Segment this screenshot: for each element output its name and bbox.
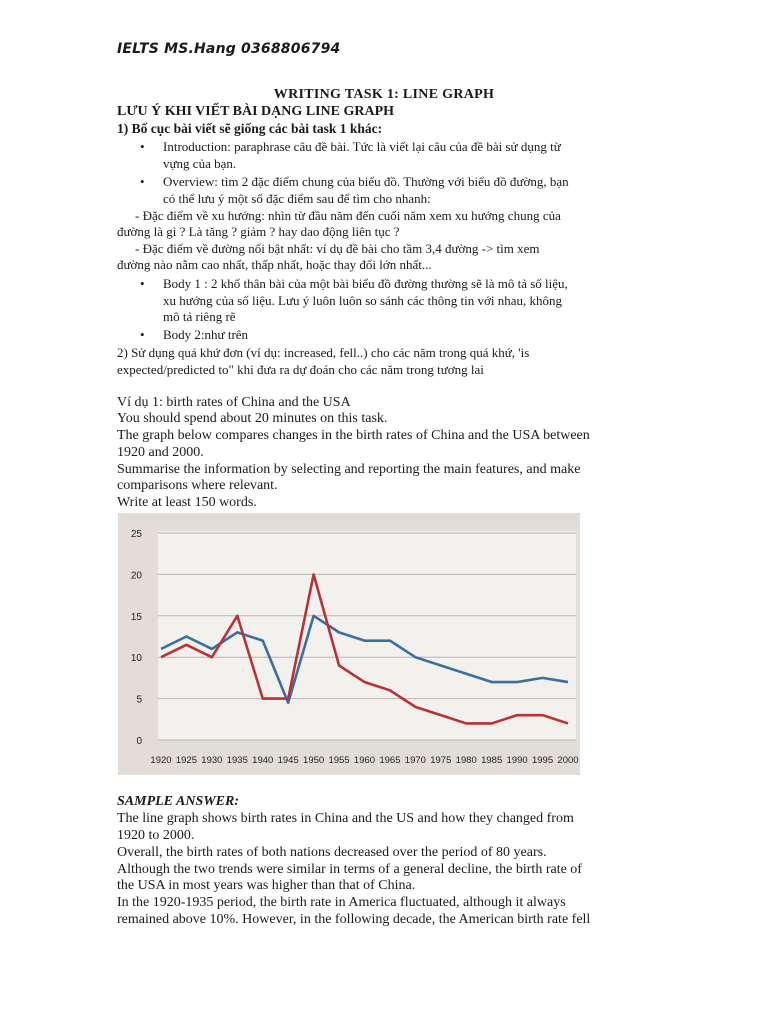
- x-tick-label: 1970: [404, 755, 426, 766]
- intro-line-1: Introduction: paraphrase câu đề bài. Tức là viết lại câu của đề bài sử dụng từ: [163, 139, 561, 154]
- x-tick-label: 1960: [353, 755, 376, 766]
- x-tick-label: 1925: [175, 755, 198, 766]
- y-tick-label: 20: [130, 570, 142, 582]
- body1-line-3: mô tả riêng rẽ: [163, 309, 236, 324]
- x-tick-label: 1945: [277, 755, 299, 766]
- sample-answer-heading: SAMPLE ANSWER:: [117, 794, 240, 809]
- x-tick-label: 1975: [430, 755, 452, 766]
- x-tick-label: 2000: [557, 755, 579, 766]
- y-tick-label: 0: [136, 736, 142, 747]
- body2-line: Body 2:như trên: [163, 327, 249, 342]
- answer-line: remained above 10%. However, in the following decade, the American birth rate fell: [117, 912, 591, 927]
- line-chart: [118, 513, 580, 775]
- x-tick-label: 1980: [455, 755, 477, 766]
- bullet-dot: •: [140, 139, 145, 154]
- intro-line-2: vựng của bạn.: [163, 156, 237, 171]
- bullet-dot: •: [140, 327, 145, 342]
- x-tick-label: 1985: [481, 755, 503, 766]
- x-tick-label: 1990: [506, 755, 528, 766]
- x-tick-label: 1995: [531, 755, 554, 766]
- overview-line-2: có thể lưu ý một số đặc điểm sau để tìm cho nhanh:: [163, 191, 431, 206]
- answer-line: In the 1920-1935 period, the birth rate in America fluctuated, although it always: [117, 895, 566, 910]
- plot-area: [158, 531, 576, 740]
- page-title: WRITING TASK 1: LINE GRAPH: [273, 87, 495, 102]
- y-tick-label: 25: [130, 529, 142, 540]
- answer-line: The line graph shows birth rates in China and the US and how they changed from: [117, 811, 574, 826]
- answer-line: 1920 to 2000.: [117, 828, 195, 843]
- answer-line: Overall, the birth rates of both nations decreased over the period of 80 years.: [117, 845, 547, 860]
- body1-line-1: Body 1 : 2 khổ thân bài của một bài biểu đồ đường thường sẽ là mô tả số liệu,: [163, 276, 568, 291]
- example-line: The graph below compares changes in the birth rates of China and the USA between: [117, 428, 590, 443]
- subtitle: LƯU Ý KHI VIẾT BÀI DẠNG LINE GRAPH: [117, 104, 395, 119]
- x-tick-label: 1940: [252, 755, 274, 766]
- bullet-dot: •: [140, 174, 145, 189]
- x-tick-label: 1965: [379, 755, 401, 766]
- y-tick-label: 15: [130, 611, 142, 623]
- chart-svg: [118, 513, 580, 775]
- x-tick-label: 1930: [201, 755, 223, 766]
- example-line: 1920 and 2000.: [117, 445, 204, 460]
- example-line: You should spend about 20 minutes on this task.: [117, 411, 388, 426]
- section1-heading: 1) Bố cục bài viết sẽ giống các bài task 1 khác:: [117, 121, 383, 136]
- outstanding-line-2: đường nào nằm cao nhất, thấp nhất, hoặc thay đổi lớn nhất...: [117, 257, 432, 272]
- header-contact: IELTS MS.Hang 0368806794: [117, 41, 341, 57]
- example-title: Ví dụ 1: birth rates of China and the USA: [117, 395, 351, 410]
- x-tick-label: 1955: [328, 755, 350, 766]
- y-tick-label: 5: [136, 694, 142, 706]
- x-tick-label: 1920: [150, 755, 172, 766]
- section2-line-2: expected/predicted to" khi đưa ra dự đoán cho các năm trong tương lai: [117, 362, 484, 377]
- body1-line-2: xu hướng của số liệu. Lưu ý luôn luôn so sánh các thông tin với nhau, không: [163, 293, 563, 308]
- example-line: Summarise the information by selecting and reporting the main features, and make: [117, 462, 581, 477]
- x-tick-label: 1950: [303, 755, 325, 766]
- y-tick-label: 10: [130, 653, 142, 665]
- example-line: comparisons where relevant.: [117, 478, 278, 493]
- trend-line-1: - Đặc điểm về xu hướng: nhìn từ đầu năm đến cuối năm xem xu hướng chung của: [135, 208, 561, 223]
- outstanding-line-1: - Đặc điểm về đường nổi bật nhất: ví dụ đề bài cho tầm 3,4 đường -> tìm xem: [135, 241, 540, 256]
- answer-line: the USA in most years was higher than that of China.: [117, 878, 416, 893]
- trend-line-2: đường là gì ? Là tăng ? giảm ? hay dao động liên tục ?: [117, 224, 400, 239]
- bullet-dot: •: [140, 276, 145, 291]
- example-line: Write at least 150 words.: [117, 495, 257, 510]
- x-tick-label: 1935: [226, 755, 248, 766]
- section2-line-1: 2) Sử dụng quá khứ đơn (ví dụ: increased, fell..) cho các năm trong quá khứ, 'is: [117, 345, 530, 360]
- answer-line: Although the two trends were similar in terms of a general decline, the birth rate of: [117, 862, 582, 877]
- overview-line-1: Overview: tìm 2 đặc điểm chung của biểu đồ. Thường với biểu đồ đường, bạn: [163, 174, 569, 189]
